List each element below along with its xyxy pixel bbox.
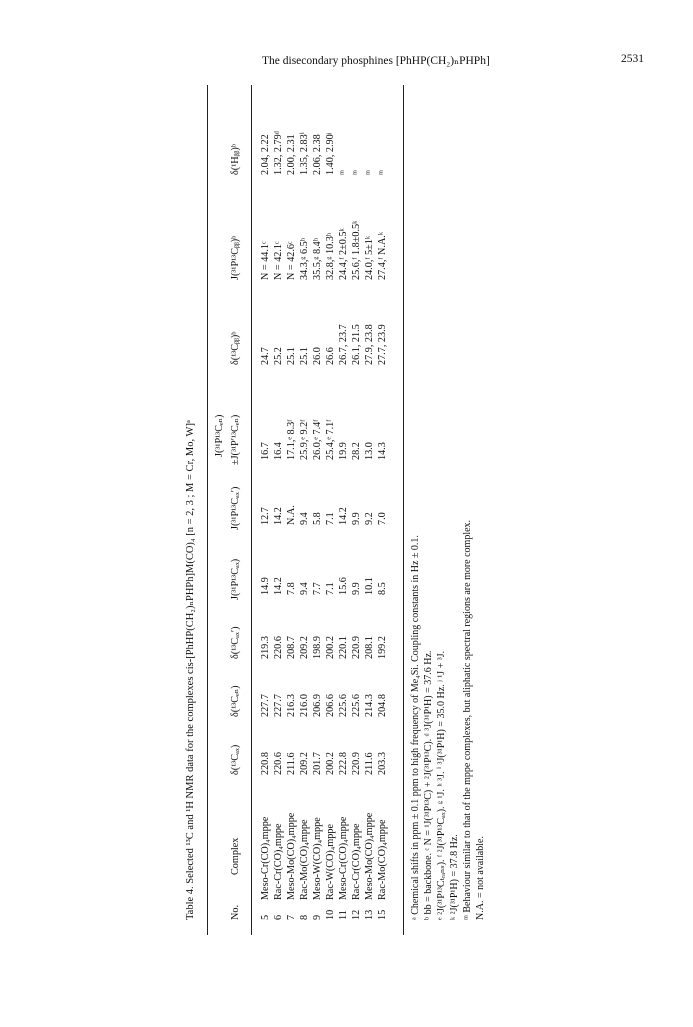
table-row <box>378 85 391 935</box>
cell-c-ax2: 200.2 <box>325 636 336 659</box>
cell-j-pc-eq: 25.4,ᵉ 7.1ᶠ <box>325 419 336 460</box>
cell-j-pc-bb: N = 42.1ᶜ <box>273 241 284 280</box>
cell-j-pc-bb: N = 44.1ᶜ <box>260 241 271 280</box>
cell-no: 13 <box>364 909 375 920</box>
cell-complex: Meso-Cr(CO)₄mppe <box>260 816 271 900</box>
col-header-j-pc-bb: J(³¹P¹³Cᵦᵦ)ᵇ <box>230 235 241 280</box>
cell-c-ax2: 198.9 <box>312 636 323 659</box>
footnote: ᵏ ²J(³¹P¹H) = 37.8 Hz. <box>449 834 460 920</box>
col-header-no: No. <box>230 905 241 920</box>
cell-complex: Meso-Mo(CO)₄mppe <box>286 812 297 900</box>
table-row <box>313 85 326 935</box>
table-row <box>287 85 300 935</box>
cell-c-ax: 203.3 <box>377 752 388 775</box>
cell-d-c-bb: 25.1 <box>286 347 297 365</box>
cell-j-pc-ax2: 9.4 <box>299 512 310 525</box>
footnote: ᵃ Chemical shifts in ppm ± 0.1 ppm to high frequency of Me₄Si. Coupling constants in Hz ± 0.1. <box>410 535 421 920</box>
cell-c-eq: 206.9 <box>312 694 323 717</box>
cell-j-pc-ax: 14.9 <box>260 577 271 595</box>
cell-c-ax: 211.6 <box>364 752 375 775</box>
cell-c-eq: 216.0 <box>299 694 310 717</box>
table-row <box>339 85 352 935</box>
cell-c-eq: 206.6 <box>325 694 336 717</box>
cell-j-pc-ax: 10.1 <box>364 577 375 595</box>
cell-j-pc-bb: 32.8,ᵍ 10.3ʰ <box>325 232 336 280</box>
cell-d-c-bb: 26.0 <box>312 347 323 365</box>
cell-j-pc-bb: N = 42.6ᶜ <box>286 241 297 280</box>
col-header-d-c-ax: δ(¹³Cₐₓ) <box>230 744 241 775</box>
cell-j-pc-ax: 14.2 <box>273 577 284 595</box>
col-header-j-pc-eq: J(³¹P¹³Cₑₙ) <box>214 414 225 457</box>
cell-j-pc-eq: 28.2 <box>351 442 362 460</box>
cell-j-pc-ax: 7.1 <box>325 582 336 595</box>
cell-complex: Rac-Cr(CO)₄mppe <box>351 823 362 900</box>
table-row <box>300 85 313 935</box>
footnote: ᵐ Behaviour similar to that of the mppe complexes, but aliphatic spectral regions are more complex. <box>462 519 473 920</box>
cell-complex: Meso-Cr(CO)₄mppe <box>338 816 349 900</box>
cell-d-h-bb: 2.00, 2.31 <box>286 134 297 175</box>
cell-complex: Meso-Mo(CO)₄mppe <box>364 812 375 900</box>
cell-j-pc-eq: 16.7 <box>260 442 271 460</box>
cell-j-pc-eq: 19.9 <box>338 442 349 460</box>
cell-no: 9 <box>312 914 323 920</box>
cell-j-pc-ax: 8.5 <box>377 582 388 595</box>
cell-j-pc-ax: 15.6 <box>338 577 349 595</box>
cell-c-ax2: 209.2 <box>299 636 310 659</box>
cell-d-c-bb: 26.6 <box>325 347 336 365</box>
cell-complex: Rac-Mo(CO)₄mppe <box>299 819 310 900</box>
cell-d-h-bb: 2.06, 2.38 <box>312 134 323 175</box>
cell-complex: Meso-W(CO)₄mppe <box>312 817 323 900</box>
cell-d-h-bb: ᵐ <box>338 170 349 175</box>
cell-c-ax: 220.6 <box>273 752 284 775</box>
cell-j-pc-ax: 9.9 <box>351 582 362 595</box>
cell-c-ax: 222.8 <box>338 752 349 775</box>
cell-j-pc-ax2: 9.9 <box>351 512 362 525</box>
cell-d-c-bb: 26.7, 23.7 <box>338 324 349 365</box>
cell-j-pc-eq: 14.3 <box>377 442 388 460</box>
cell-no: 6 <box>273 914 284 920</box>
cell-j-pc-eq: 25.9,ᵉ 9.2ᶠ <box>299 419 310 460</box>
cell-no: 5 <box>260 914 271 920</box>
cell-no: 15 <box>377 909 388 920</box>
table-row <box>365 85 378 935</box>
cell-no: 12 <box>351 909 362 920</box>
cell-complex: Rac-Cr(CO)₄mppe <box>273 823 284 900</box>
col-header-d-c-bb: δ(¹³Cᵦᵦ)ᵇ <box>230 331 241 365</box>
cell-c-ax2: 220.1 <box>338 636 349 659</box>
col-header-d-h-bb: δ(¹Hᵦᵦ)ᵇ <box>230 144 241 175</box>
cell-d-h-bb: 1.40, 2.90ʲ <box>325 132 336 175</box>
col-header-d-c-eq: δ(¹³Cₑₙ) <box>230 685 241 717</box>
cell-j-pc-ax: 7.7 <box>312 582 323 595</box>
cell-d-c-bb: 24.7 <box>260 347 271 365</box>
cell-c-ax: 201.7 <box>312 752 323 775</box>
cell-d-c-bb: 25.2 <box>273 347 284 365</box>
cell-c-eq: 225.6 <box>351 694 362 717</box>
cell-d-h-bb: ᵐ <box>364 170 375 175</box>
cell-j-pc-bb: 24.4,ᶠ 2±0.5ᵏ <box>338 228 349 280</box>
cell-c-eq: 227.7 <box>260 694 271 717</box>
cell-j-pc-ax2: N.A. <box>286 505 297 525</box>
cell-j-pc-eq: 13.0 <box>364 442 375 460</box>
cell-j-pc-bb: 25.6,ᶠ 1.8±0.5ᵏ <box>351 220 362 280</box>
table-top-rule <box>207 85 208 935</box>
cell-c-ax: 209.2 <box>299 752 310 775</box>
cell-j-pc-ax: 9.4 <box>299 582 310 595</box>
cell-j-pc-bb: 27.4,ᶠ N.A.ᵏ <box>377 231 388 280</box>
cell-c-ax2: 220.9 <box>351 636 362 659</box>
cell-j-pc-ax2: 14.2 <box>273 507 284 525</box>
cell-j-pc-bb: 34.3,ᵍ 6.5ʰ <box>299 238 310 280</box>
cell-j-pc-eq: 16.4 <box>273 442 284 460</box>
cell-c-eq: 225.6 <box>338 694 349 717</box>
cell-j-pc-eq: 26.0,ᵉ 7.4ᶠ <box>312 419 323 460</box>
cell-no: 7 <box>286 914 297 920</box>
cell-no: 10 <box>325 909 336 920</box>
footnote: N.A. = not available. <box>475 836 486 920</box>
table-title: Table 4. Selected ¹³C and ¹H NMR data for the complexes cis-[PhHP(CH₂)ₙPHPh]M(CO)₄ [n = 2, 3 ; M = Cr, Mo, W]ᵃ <box>185 420 196 920</box>
cell-d-h-bb: 2.04, 2.22 <box>260 134 271 175</box>
running-header <box>0 50 693 70</box>
cell-c-ax: 220.8 <box>260 752 271 775</box>
cell-j-pc-bb: 24.0,ᶠ 5±1ᵏ <box>364 235 375 280</box>
footnote: ᵉ ²J(³¹P¹³Cₜᵣₐₙₛ). ᶠ ²J(³¹P¹³Cₐₓ). ᵍ ¹J. ʰ ³J. ⁱ ³J(³¹P¹H) = 35.0 Hz. ʲ ¹J + ³J. <box>436 650 447 920</box>
cell-c-ax2: 199.2 <box>377 636 388 659</box>
cell-no: 11 <box>338 910 349 920</box>
cell-d-c-bb: 26.1, 21.5 <box>351 324 362 365</box>
cell-j-pc-ax2: 12.7 <box>260 507 271 525</box>
cell-d-h-bb: ᵐ <box>351 170 362 175</box>
col-header-d-c-ax2: δ(¹³Cₐₓ′) <box>230 626 241 659</box>
cell-c-eq: 204.8 <box>377 694 388 717</box>
page-number: 2531 <box>621 53 644 65</box>
col-header-j-pc-ax: J(³¹P¹³Cₐₓ) <box>230 558 241 600</box>
cell-d-h-bb: 1.32, 2.79ᵈ <box>273 131 284 175</box>
cell-c-ax2: 220.6 <box>273 636 284 659</box>
cell-complex: Rac-W(CO)₄mppe <box>325 824 336 900</box>
col-header-j-pprime-c-eq: ±J(³¹P′¹³Cₑₙ) <box>230 414 241 465</box>
cell-j-pc-ax2: 14.2 <box>338 507 349 525</box>
cell-d-c-bb: 25.1 <box>299 347 310 365</box>
cell-c-ax2: 208.1 <box>364 636 375 659</box>
cell-c-ax: 220.9 <box>351 752 362 775</box>
cell-c-eq: 216.3 <box>286 694 297 717</box>
cell-no: 8 <box>299 914 310 920</box>
table-row <box>352 85 365 935</box>
cell-j-pc-bb: 35.5,ᵍ 8.4ʰ <box>312 238 323 280</box>
table-header-rule <box>251 85 252 935</box>
cell-c-eq: 227.7 <box>273 694 284 717</box>
cell-j-pc-ax2: 7.1 <box>325 512 336 525</box>
rotated-table-block <box>183 85 503 935</box>
cell-c-ax: 200.2 <box>325 752 336 775</box>
cell-d-c-bb: 27.7, 23.9 <box>377 324 388 365</box>
cell-c-ax2: 219.3 <box>260 636 271 659</box>
cell-j-pc-ax2: 9.2 <box>364 512 375 525</box>
cell-c-ax2: 208.7 <box>286 636 297 659</box>
cell-c-ax: 211.6 <box>286 752 297 775</box>
cell-d-h-bb: 1.35, 2.83ⁱ <box>299 132 310 175</box>
cell-j-pc-ax2: 7.0 <box>377 512 388 525</box>
footnote: ᵇ bb = backbone. ᶜ N = ¹J(³¹P¹³C) + ²J(³¹P¹³C). ᵈ ³J(³¹P¹H) = 37.6 Hz. <box>423 650 434 920</box>
cell-d-c-bb: 27.9, 23.8 <box>364 324 375 365</box>
cell-j-pc-ax2: 5.8 <box>312 512 323 525</box>
cell-j-pc-eq: 17.1,ᵉ 8.3ᶠ <box>286 419 297 460</box>
cell-c-eq: 214.3 <box>364 694 375 717</box>
col-header-complex: Complex <box>230 837 241 875</box>
col-header-j-pc-ax2: J(³¹P¹³Cₐₓ′) <box>230 486 241 530</box>
cell-j-pc-ax: 7.8 <box>286 582 297 595</box>
cell-complex: Rac-Mo(CO)₄mppe <box>377 819 388 900</box>
table-bottom-rule <box>403 85 404 935</box>
running-title: The disecondary phosphines [PhHP(CH₂)ₙPHPh] <box>262 55 490 67</box>
cell-d-h-bb: ᵐ <box>377 170 388 175</box>
